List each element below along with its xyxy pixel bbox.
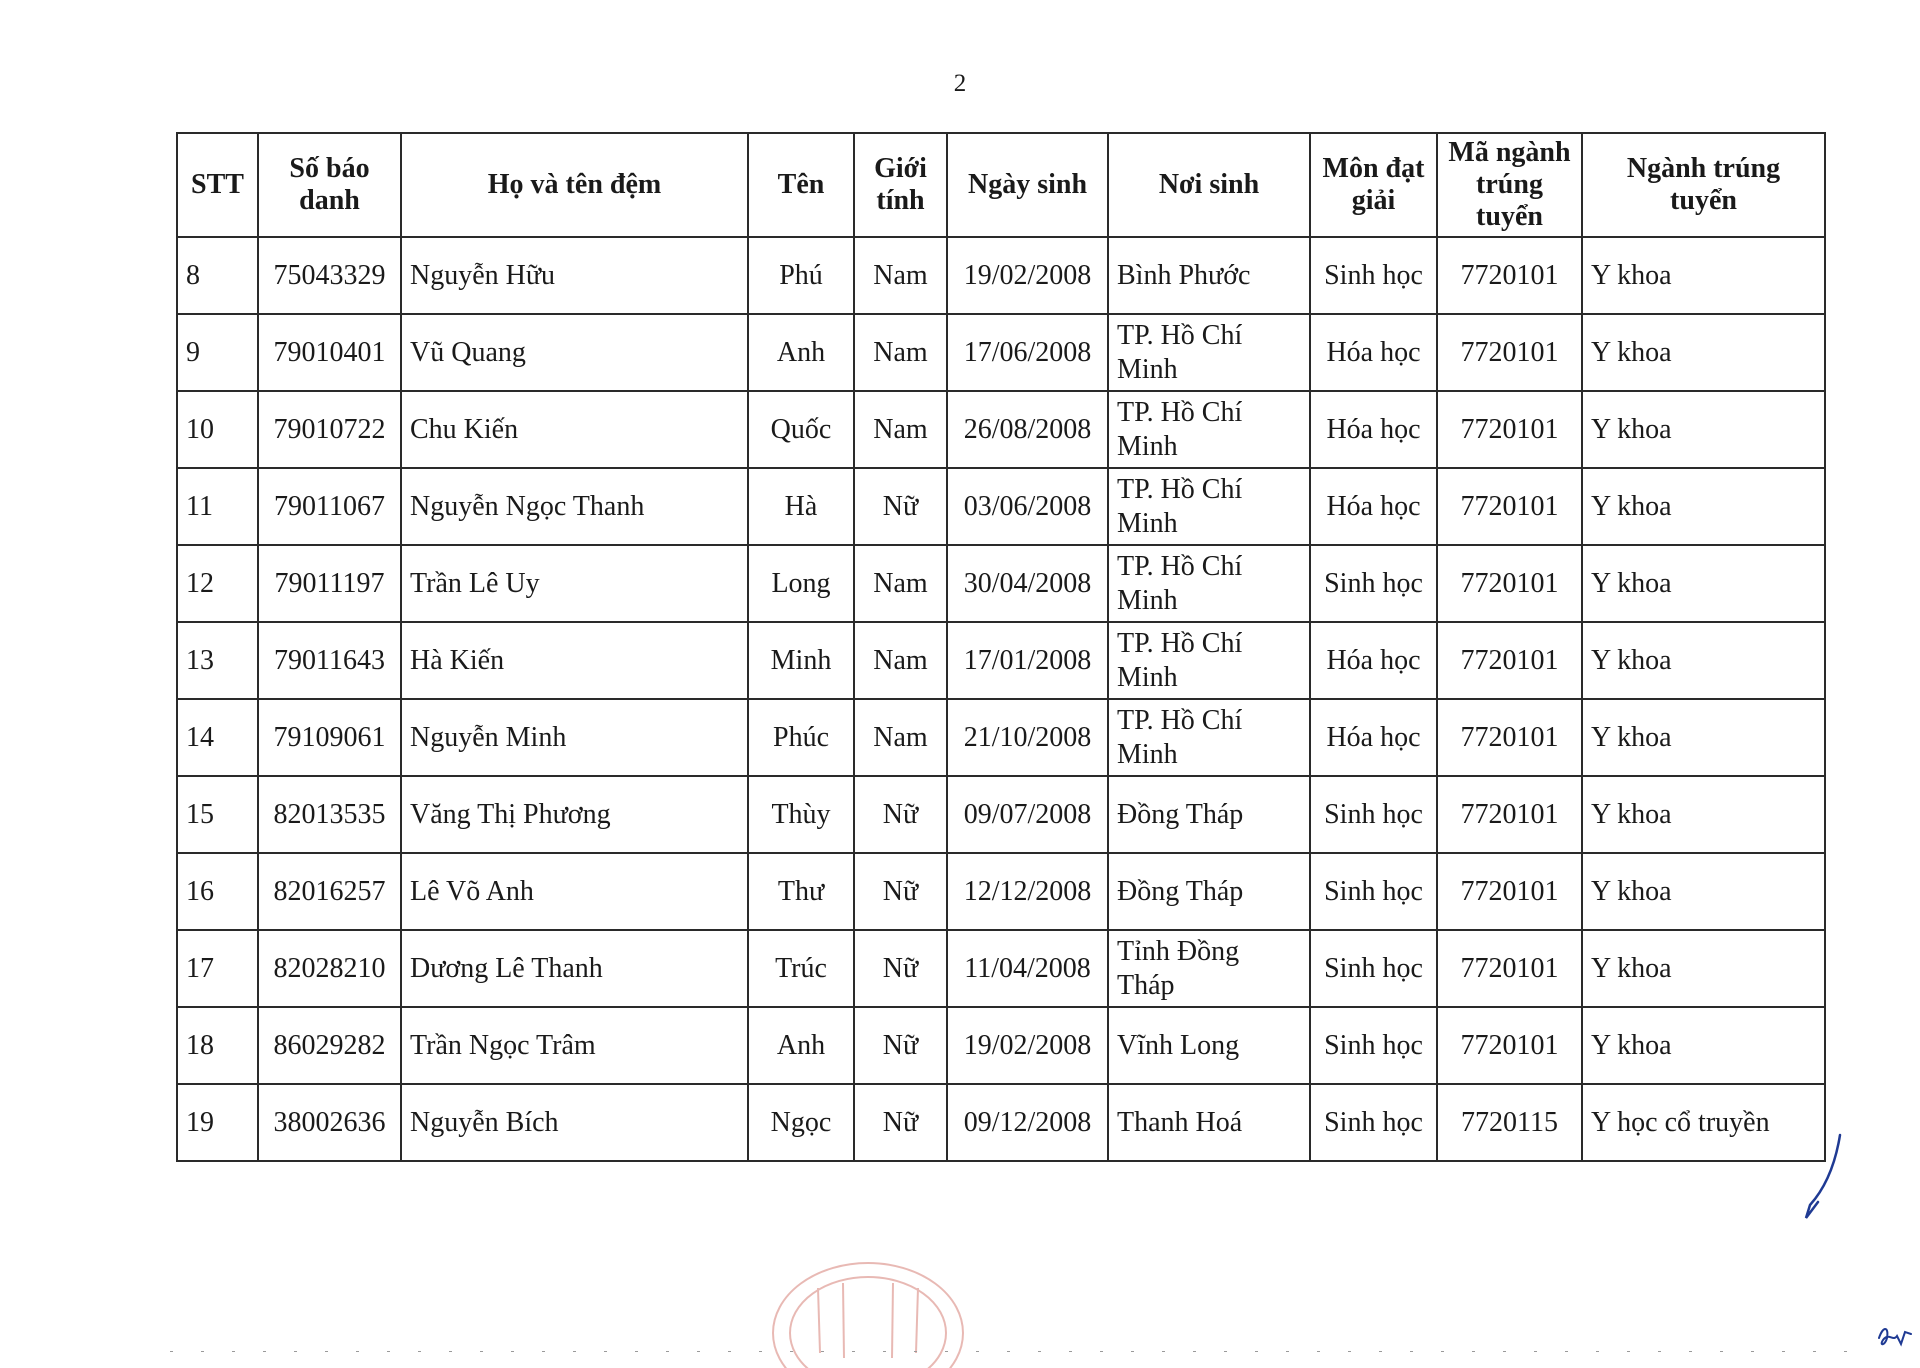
cell-ho-ten-dem: Nguyễn Minh	[401, 699, 748, 776]
cell-ho-ten-dem: Nguyễn Hữu	[401, 237, 748, 314]
cell-noi-sinh: TP. Hồ Chí Minh	[1108, 545, 1310, 622]
cell-ten: Thư	[748, 853, 854, 930]
cell-stt: 12	[177, 545, 258, 622]
table-row	[177, 776, 1825, 853]
cell-mon-dat-giai: Sinh học	[1310, 1084, 1437, 1161]
initials-mark	[1875, 1320, 1915, 1350]
cell-ngay-sinh: 19/02/2008	[947, 1007, 1108, 1084]
header-ngay-sinh: Ngày sinh	[947, 133, 1108, 237]
cell-ngay-sinh: 19/02/2008	[947, 237, 1108, 314]
cell-ma-nganh: 7720101	[1437, 853, 1582, 930]
cell-sbd: 79010401	[258, 314, 401, 391]
cell-gioi-tinh: Nữ	[854, 930, 947, 1007]
cell-stt: 14	[177, 699, 258, 776]
table-row	[177, 1084, 1825, 1161]
cell-mon-dat-giai: Hóa học	[1310, 468, 1437, 545]
cell-ten: Quốc	[748, 391, 854, 468]
cell-gioi-tinh: Nữ	[854, 468, 947, 545]
table-row	[177, 468, 1825, 545]
scan-edge	[170, 1350, 1870, 1353]
cell-ngay-sinh: 21/10/2008	[947, 699, 1108, 776]
table-row	[177, 314, 1825, 391]
signature-mark	[1798, 1130, 1848, 1220]
cell-noi-sinh: Vĩnh Long	[1108, 1007, 1310, 1084]
cell-gioi-tinh: Nam	[854, 545, 947, 622]
header-ten: Tên	[748, 133, 854, 237]
cell-sbd: 86029282	[258, 1007, 401, 1084]
cell-stt: 18	[177, 1007, 258, 1084]
cell-ngay-sinh: 17/06/2008	[947, 314, 1108, 391]
table-row	[177, 237, 1825, 314]
table-row	[177, 391, 1825, 468]
cell-ho-ten-dem: Dương Lê Thanh	[401, 930, 748, 1007]
cell-gioi-tinh: Nam	[854, 391, 947, 468]
cell-gioi-tinh: Nam	[854, 622, 947, 699]
cell-ten: Phúc	[748, 699, 854, 776]
cell-ma-nganh: 7720101	[1437, 314, 1582, 391]
table-row	[177, 699, 1825, 776]
cell-mon-dat-giai: Hóa học	[1310, 622, 1437, 699]
cell-ma-nganh: 7720101	[1437, 468, 1582, 545]
cell-nganh: Y khoa	[1582, 1007, 1825, 1084]
cell-ten: Anh	[748, 1007, 854, 1084]
cell-nganh: Y khoa	[1582, 237, 1825, 314]
cell-sbd: 82028210	[258, 930, 401, 1007]
table-row	[177, 545, 1825, 622]
cell-nganh: Y khoa	[1582, 468, 1825, 545]
cell-ho-ten-dem: Vũ Quang	[401, 314, 748, 391]
cell-nganh: Y khoa	[1582, 930, 1825, 1007]
cell-ma-nganh: 7720101	[1437, 622, 1582, 699]
cell-noi-sinh: Thanh Hoá	[1108, 1084, 1310, 1161]
cell-ho-ten-dem: Lê Võ Anh	[401, 853, 748, 930]
cell-noi-sinh: Đồng Tháp	[1108, 776, 1310, 853]
cell-gioi-tinh: Nữ	[854, 776, 947, 853]
cell-nganh: Y học cổ truyền	[1582, 1084, 1825, 1161]
header-nganh: Ngành trúng tuyển	[1582, 133, 1825, 237]
cell-ho-ten-dem: Văng Thị Phương	[401, 776, 748, 853]
cell-nganh: Y khoa	[1582, 545, 1825, 622]
cell-ten: Ngọc	[748, 1084, 854, 1161]
table-row	[177, 1007, 1825, 1084]
cell-sbd: 75043329	[258, 237, 401, 314]
header-noi-sinh: Nơi sinh	[1108, 133, 1310, 237]
cell-noi-sinh: TP. Hồ Chí Minh	[1108, 468, 1310, 545]
cell-gioi-tinh: Nữ	[854, 1084, 947, 1161]
cell-ten: Trúc	[748, 930, 854, 1007]
header-stt: STT	[177, 133, 258, 237]
cell-mon-dat-giai: Sinh học	[1310, 776, 1437, 853]
cell-sbd: 79010722	[258, 391, 401, 468]
cell-mon-dat-giai: Hóa học	[1310, 699, 1437, 776]
cell-ho-ten-dem: Trần Lê Uy	[401, 545, 748, 622]
cell-stt: 9	[177, 314, 258, 391]
cell-ho-ten-dem: Trần Ngọc Trâm	[401, 1007, 748, 1084]
header-row	[177, 133, 1825, 237]
cell-ho-ten-dem: Chu Kiến	[401, 391, 748, 468]
cell-ngay-sinh: 26/08/2008	[947, 391, 1108, 468]
table-row	[177, 930, 1825, 1007]
cell-ten: Thùy	[748, 776, 854, 853]
cell-mon-dat-giai: Sinh học	[1310, 1007, 1437, 1084]
cell-ho-ten-dem: Nguyễn Bích	[401, 1084, 748, 1161]
header-gioi-tinh: Giới tính	[854, 133, 947, 237]
cell-mon-dat-giai: Sinh học	[1310, 930, 1437, 1007]
cell-noi-sinh: TP. Hồ Chí Minh	[1108, 699, 1310, 776]
cell-ma-nganh: 7720101	[1437, 237, 1582, 314]
cell-nganh: Y khoa	[1582, 776, 1825, 853]
cell-ma-nganh: 7720101	[1437, 776, 1582, 853]
cell-gioi-tinh: Nam	[854, 699, 947, 776]
cell-noi-sinh: Tỉnh Đồng Tháp	[1108, 930, 1310, 1007]
cell-sbd: 79011067	[258, 468, 401, 545]
cell-ten: Minh	[748, 622, 854, 699]
cell-stt: 19	[177, 1084, 258, 1161]
cell-noi-sinh: TP. Hồ Chí Minh	[1108, 622, 1310, 699]
cell-gioi-tinh: Nữ	[854, 853, 947, 930]
cell-ten: Hà	[748, 468, 854, 545]
cell-ngay-sinh: 11/04/2008	[947, 930, 1108, 1007]
cell-ten: Long	[748, 545, 854, 622]
cell-gioi-tinh: Nam	[854, 314, 947, 391]
cell-ho-ten-dem: Hà Kiến	[401, 622, 748, 699]
cell-sbd: 38002636	[258, 1084, 401, 1161]
cell-stt: 16	[177, 853, 258, 930]
cell-gioi-tinh: Nữ	[854, 1007, 947, 1084]
cell-mon-dat-giai: Sinh học	[1310, 853, 1437, 930]
cell-ngay-sinh: 03/06/2008	[947, 468, 1108, 545]
table-row	[177, 622, 1825, 699]
cell-sbd: 79011197	[258, 545, 401, 622]
cell-ngay-sinh: 17/01/2008	[947, 622, 1108, 699]
cell-ma-nganh: 7720101	[1437, 391, 1582, 468]
cell-nganh: Y khoa	[1582, 622, 1825, 699]
cell-ngay-sinh: 12/12/2008	[947, 853, 1108, 930]
cell-mon-dat-giai: Hóa học	[1310, 391, 1437, 468]
table-row	[177, 853, 1825, 930]
cell-stt: 10	[177, 391, 258, 468]
cell-ngay-sinh: 09/12/2008	[947, 1084, 1108, 1161]
cell-sbd: 79011643	[258, 622, 401, 699]
cell-noi-sinh: TP. Hồ Chí Minh	[1108, 391, 1310, 468]
cell-sbd: 82016257	[258, 853, 401, 930]
cell-noi-sinh: TP. Hồ Chí Minh	[1108, 314, 1310, 391]
cell-stt: 8	[177, 237, 258, 314]
cell-nganh: Y khoa	[1582, 853, 1825, 930]
cell-ten: Anh	[748, 314, 854, 391]
header-ma-nganh: Mã ngành trúng tuyển	[1437, 133, 1582, 237]
cell-ma-nganh: 7720101	[1437, 1007, 1582, 1084]
cell-ngay-sinh: 09/07/2008	[947, 776, 1108, 853]
cell-sbd: 82013535	[258, 776, 401, 853]
cell-stt: 11	[177, 468, 258, 545]
cell-stt: 17	[177, 930, 258, 1007]
cell-mon-dat-giai: Sinh học	[1310, 237, 1437, 314]
cell-sbd: 79109061	[258, 699, 401, 776]
cell-nganh: Y khoa	[1582, 699, 1825, 776]
cell-noi-sinh: Đồng Tháp	[1108, 853, 1310, 930]
cell-ma-nganh: 7720101	[1437, 699, 1582, 776]
cell-mon-dat-giai: Hóa học	[1310, 314, 1437, 391]
cell-ngay-sinh: 30/04/2008	[947, 545, 1108, 622]
cell-stt: 15	[177, 776, 258, 853]
header-mon-dat-giai: Môn đạt giải	[1310, 133, 1437, 237]
cell-stt: 13	[177, 622, 258, 699]
cell-ma-nganh: 7720101	[1437, 930, 1582, 1007]
cell-nganh: Y khoa	[1582, 314, 1825, 391]
cell-ten: Phú	[748, 237, 854, 314]
header-sbd: Số báo danh	[258, 133, 401, 237]
cell-mon-dat-giai: Sinh học	[1310, 545, 1437, 622]
cell-ho-ten-dem: Nguyễn Ngọc Thanh	[401, 468, 748, 545]
cell-nganh: Y khoa	[1582, 391, 1825, 468]
cell-gioi-tinh: Nam	[854, 237, 947, 314]
cell-ma-nganh: 7720115	[1437, 1084, 1582, 1161]
cell-ma-nganh: 7720101	[1437, 545, 1582, 622]
cell-noi-sinh: Bình Phước	[1108, 237, 1310, 314]
header-ho-ten-dem: Họ và tên đệm	[401, 133, 748, 237]
admission-results-table	[176, 132, 1826, 1162]
page-number: 2	[953, 70, 967, 97]
